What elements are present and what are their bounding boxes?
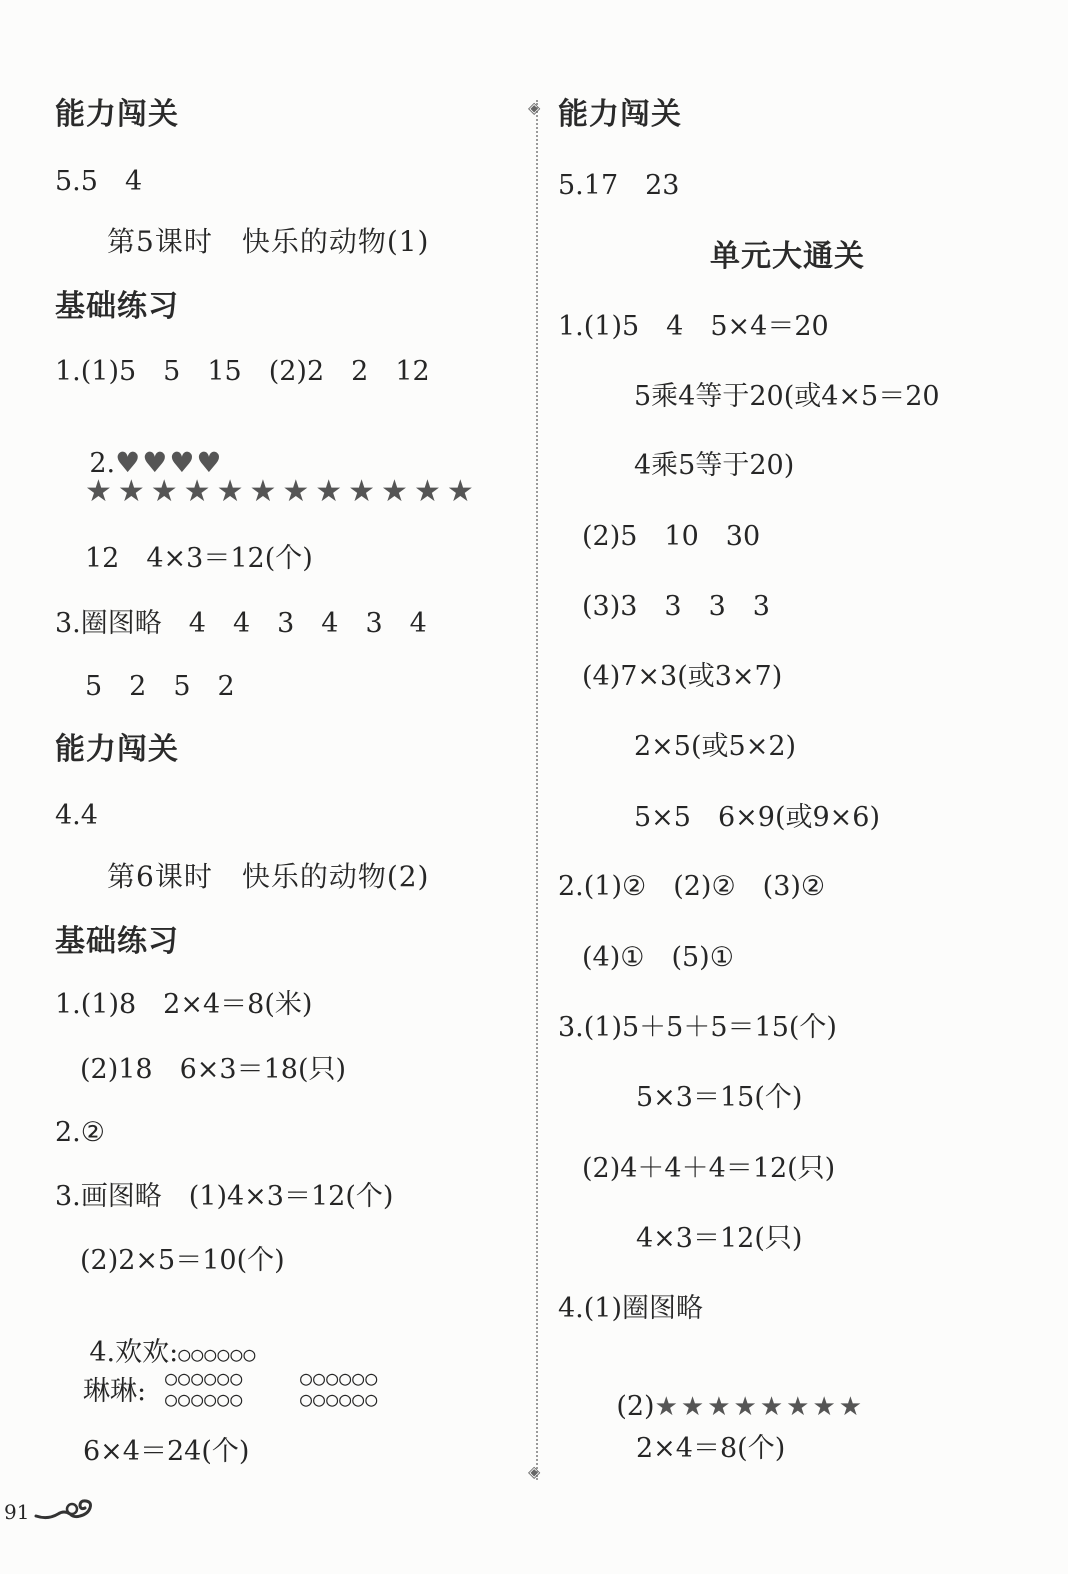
- divider-ornament-icon: ◈: [528, 98, 541, 117]
- answer-line: 5.17 23: [558, 170, 680, 201]
- answer-line: 1.(1)5 4 5×4＝20: [558, 311, 829, 342]
- question-number: 2.: [89, 448, 116, 479]
- answer-line: 5×3＝15(个): [636, 1082, 803, 1113]
- answer-line: (2)18 6×3＝18(只): [80, 1054, 347, 1085]
- answer-label: (2): [616, 1391, 655, 1422]
- lesson-title: 第6课时 快乐的动物(2): [107, 860, 430, 893]
- section-heading: 基础练习: [55, 289, 179, 324]
- answer-line: 2×5(或5×2): [634, 731, 797, 762]
- answer-line: 3.画图略 (1)4×3＝12(个): [55, 1181, 394, 1212]
- answer-line: 6×4＝24(个): [83, 1436, 250, 1467]
- answer-label: 琳琳:: [83, 1376, 147, 1407]
- stars-figure: ★★★★★★★★: [654, 1392, 866, 1422]
- answer-line: (2)2×5＝10(个): [80, 1245, 285, 1276]
- left-column: [0, 0, 530, 1574]
- circles-figure: ○○○○○○: [178, 1342, 257, 1366]
- answer-line: 4.(1)圈图略: [558, 1293, 704, 1324]
- unit-heading: 单元大通关: [710, 239, 865, 274]
- answer-label: 4.欢欢:: [89, 1337, 179, 1368]
- answer-line: 5乘4等于20(或4×5＝20: [634, 381, 940, 412]
- column-divider: [536, 100, 538, 1480]
- answer-line: 5×5 6×9(或9×6): [634, 802, 881, 833]
- answer-line: 5 2 5 2: [85, 671, 235, 702]
- answer-line: (4)7×3(或3×7): [582, 661, 783, 692]
- answer-line: 1.(1)8 2×4＝8(米): [55, 989, 313, 1020]
- section-heading: 能力闯关: [55, 97, 179, 132]
- answer-line: (3)3 3 3 3: [582, 591, 770, 622]
- answer-line: 2×4＝8(个): [636, 1433, 786, 1464]
- circles-figure: ○○○○○○ ○○○○○○: [300, 1366, 379, 1411]
- section-heading: 能力闯关: [558, 97, 682, 132]
- answer-line: 5.5 4: [55, 166, 143, 197]
- circles-figure: ○○○○○○ ○○○○○○: [165, 1366, 244, 1411]
- answer-line: (2)5 10 30: [582, 521, 761, 552]
- cloud-ornament-icon: [34, 1496, 96, 1522]
- answer-line: 3.(1)5＋5＋5＝15(个): [558, 1012, 837, 1043]
- answer-line: (4)① (5)①: [582, 942, 734, 973]
- answer-line: 12 4×3＝12(个): [85, 543, 313, 574]
- answer-line: 4乘5等于20): [634, 450, 795, 481]
- answer-line: 4×3＝12(只): [636, 1223, 803, 1254]
- section-heading: 能力闯关: [55, 732, 179, 767]
- answer-line: 1.(1)5 5 15 (2)2 2 12: [55, 356, 430, 387]
- answer-line: 2.②: [55, 1117, 105, 1148]
- section-heading: 基础练习: [55, 924, 179, 959]
- divider-ornament-icon: ◈: [528, 1462, 541, 1481]
- answer-line: (2)4＋4＋4＝12(只): [582, 1153, 836, 1184]
- stars-figure: ★★★★★★★★★★★★: [85, 474, 480, 509]
- right-column: [540, 0, 1068, 1574]
- answer-line: 3.圈图略 4 4 3 4 3 4: [55, 608, 427, 639]
- lesson-title: 第5课时 快乐的动物(1): [107, 225, 430, 258]
- hearts-figure: ♥♥♥♥: [115, 446, 224, 479]
- page-number: 91: [4, 1500, 30, 1524]
- answer-line: 2.(1)② (2)② (3)②: [558, 871, 826, 902]
- answer-line: 4.4: [55, 800, 98, 831]
